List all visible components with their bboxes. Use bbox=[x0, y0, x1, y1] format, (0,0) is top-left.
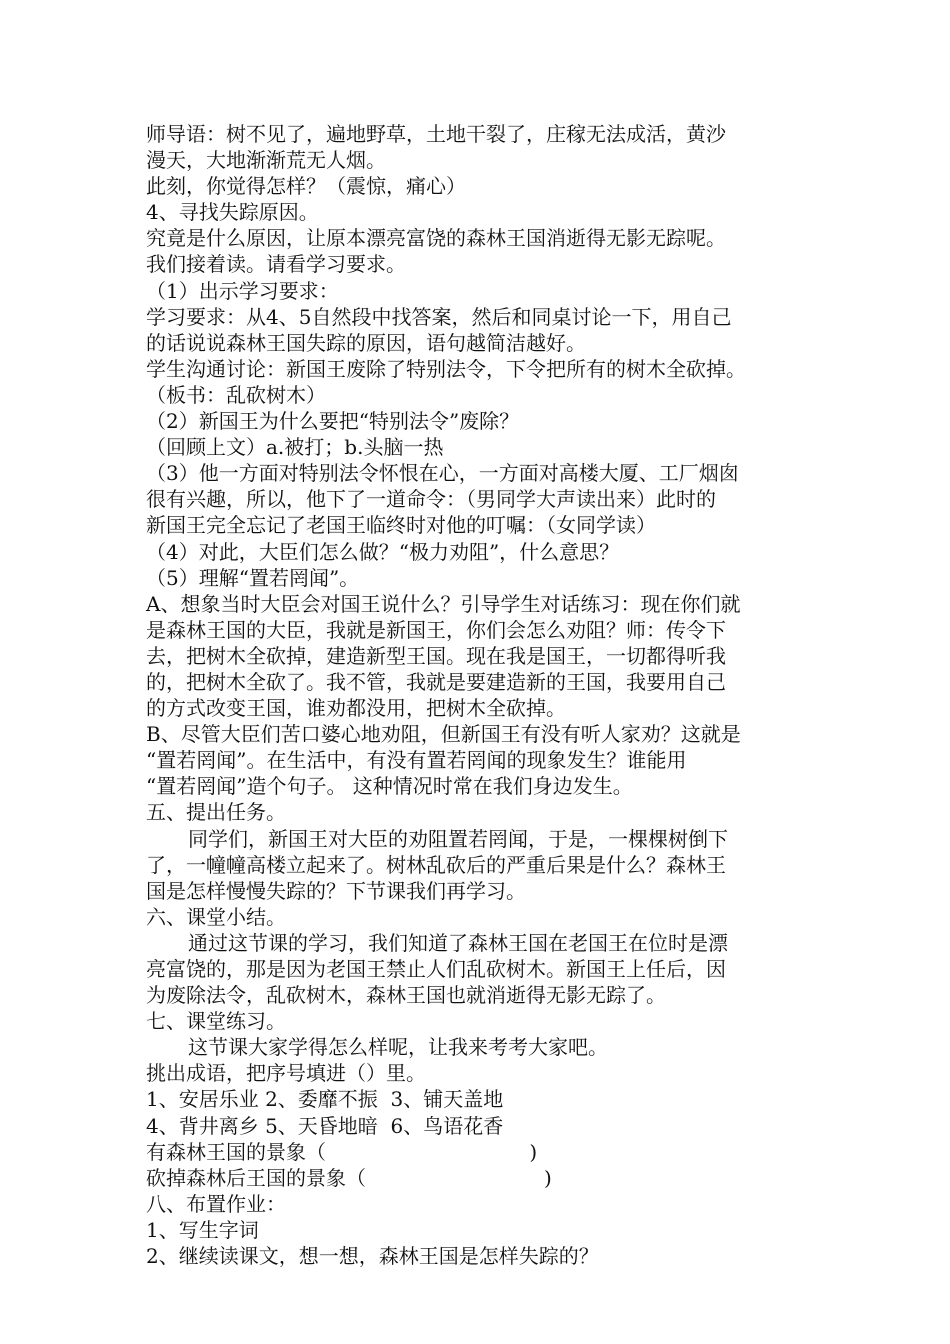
text-line: B、尽管大臣们苦口婆心地劝阻，但新国王有没有听人家劝？这就是 bbox=[146, 722, 741, 747]
text-line: “置若罔闻”造个句子。 这种情况时常在我们身边发生。 bbox=[146, 774, 633, 799]
text-line: 学习要求：从4、5自然段中找答案，然后和同桌讨论一下，用自己 bbox=[146, 304, 732, 329]
text-line: 的，把树木全砍了。我不管，我就是要建造新的王国，我要用自己 bbox=[146, 669, 726, 694]
text-line: 漫天，大地渐渐荒无人烟。 bbox=[146, 148, 386, 173]
text-line: 4、寻找失踪原因。 bbox=[146, 200, 319, 225]
text-line: 亮富饶的，那是因为老国王禁止人们乱砍树木。新国王上任后，因 bbox=[146, 957, 726, 981]
text-line: A、想象当时大臣会对国王说什么？引导学生对话练习：现在你们就 bbox=[146, 591, 741, 616]
text-line: 五、提出任务。 bbox=[146, 800, 286, 825]
text-line: “置若罔闻”。在生活中，有没有置若罔闻的现象发生？谁能用 bbox=[146, 748, 687, 773]
text-line: 砍掉森林后王国的景象（ ) bbox=[146, 1165, 552, 1190]
text-line: 挑出成语，把序号填进（）里。 bbox=[146, 1061, 426, 1086]
text-line: 了，一幢幢高楼立起来了。树林乱砍后的严重后果是什么？森林王 bbox=[146, 852, 726, 877]
text-line: （1）出示学习要求： bbox=[146, 278, 339, 303]
text-line: 学生沟通讨论：新国王废除了特别法令，下令把所有的树木全砍掉。 bbox=[146, 356, 746, 381]
text-line: 六、课堂小结。 bbox=[146, 904, 286, 929]
text-line: 的话说说森林王国失踪的原因，语句越简洁越好。 bbox=[146, 330, 586, 355]
text-line: （回顾上文）a.被打；b.头脑一热 bbox=[146, 435, 444, 460]
lesson-plan-text bbox=[146, 121, 826, 1269]
text-line: 是森林王国的大臣，我就是新国王，你们会怎么劝阻？师：传令下 bbox=[146, 617, 726, 642]
text-line: （板书：乱砍树木） bbox=[146, 382, 326, 407]
text-line: 我们接着读。请看学习要求。 bbox=[146, 252, 406, 277]
text-line: （4）对此，大臣们怎么做？“极力劝阻”，什么意思？ bbox=[146, 539, 620, 564]
text-line: （3）他一方面对特别法令怀恨在心，一方面对高楼大厦、工厂烟囱 bbox=[146, 461, 739, 486]
text-line: 国是怎样慢慢失踪的？下节课我们再学习。 bbox=[146, 878, 526, 903]
text-line: 七、课堂练习。 bbox=[146, 1009, 286, 1034]
text-line: 去，把树木全砍掉，建造新型王国。现在我是国王，一切都得听我 bbox=[146, 643, 726, 668]
text-line: （5）理解“置若罔闻”。 bbox=[146, 565, 360, 590]
text-line: （2）新国王为什么要把“特别法令”废除？ bbox=[146, 409, 520, 434]
text-line: 很有兴趣，所以，他下了一道命令：（男同学大声读出来）此时的 bbox=[146, 487, 716, 512]
text-line: 此刻，你觉得怎样？（震惊，痛心） bbox=[146, 174, 466, 199]
text-line: 新国王完全忘记了老国王临终时对他的叮嘱：（女同学读） bbox=[146, 513, 656, 538]
text-line: 的方式改变王国，谁劝都没用，把树木全砍掉。 bbox=[146, 696, 566, 721]
text-line: 同学们，新国王对大臣的劝阻置若罔闻，于是，一棵棵树倒下 bbox=[188, 826, 728, 851]
text-line: 究竟是什么原因，让原本漂亮富饶的森林王国消逝得无影无踪呢。 bbox=[146, 226, 726, 251]
text-line: 2、继续读课文，想一想，森林王国是怎样失踪的？ bbox=[146, 1244, 599, 1269]
text-line: 有森林王国的景象（ ) bbox=[146, 1139, 538, 1164]
text-line: 为废除法令，乱砍树木，森林王国也就消逝得无影无踪了。 bbox=[146, 983, 666, 1008]
text-line: 通过这节课的学习，我们知道了森林王国在老国王在位时是漂 bbox=[188, 930, 728, 955]
text-line: 八、布置作业： bbox=[146, 1191, 286, 1216]
text-line: 这节课大家学得怎么样呢，让我来考考大家吧。 bbox=[188, 1035, 608, 1060]
text-line: 4、背井离乡 5、天昏地暗 6、鸟语花香 bbox=[146, 1113, 504, 1138]
text-line: 1、安居乐业 2、委靡不振 3、铺天盖地 bbox=[146, 1087, 504, 1112]
text-line: 1、写生字词 bbox=[146, 1217, 259, 1242]
text-line: 师导语：树不见了，遍地野草，土地干裂了，庄稼无法成活，黄沙 bbox=[146, 122, 726, 146]
